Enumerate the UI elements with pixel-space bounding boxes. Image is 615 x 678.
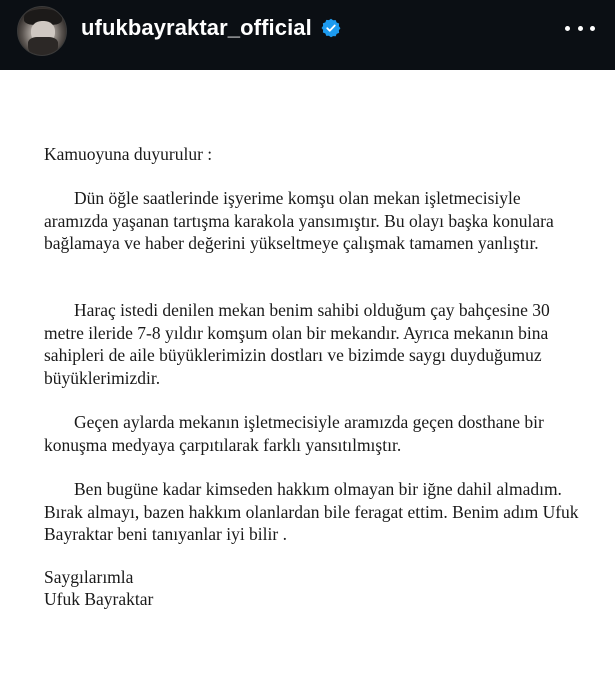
username-link[interactable]: ufukbayraktar_official [81, 15, 312, 40]
more-dot-icon [565, 26, 570, 31]
statement-document [0, 70, 615, 678]
more-dot-icon [590, 26, 595, 31]
more-dot-icon [578, 26, 583, 31]
statement-paragraph: Haraç istedi denilen mekan benim sahibi olduğum çay bahçesine 30 metre ileride 7-8 yıldır komşum olan bir mekandır. Ayrıca mekanın bina sahipleri de aile büyüklerimizin dostları ve bizimde saygı duyduğumuz büyüklerimizdir. [44, 300, 550, 388]
avatar[interactable] [17, 6, 67, 56]
more-options-button[interactable] [565, 18, 595, 38]
statement-signature: Ufuk Bayraktar [44, 589, 154, 609]
verified-badge-icon [321, 18, 341, 38]
post-header [0, 0, 615, 70]
statement-closing: Saygılarımla [44, 567, 134, 587]
statement-paragraph: Geçen aylarda mekanın işletmecisiyle aramızda geçen dosthane bir konuşma medyaya çarpıtılarak farklı yansıtılmıştır. [44, 412, 544, 455]
avatar-beard [28, 37, 58, 56]
statement-paragraph: Dün öğle saatlerinde işyerime komşu olan mekan işletmecisiyle aramızda yaşanan tartışma karakola yansımıştır. Bu olayı başka konulara bağlamaya ve haber değerini yükseltmeye çalışmak tamamen yanlıştır. [44, 188, 554, 253]
statement-heading: Kamuoyuna duyurulur : [44, 144, 213, 164]
statement-paragraph: Ben bugüne kadar kimseden hakkım olmayan bir iğne dahil almadım. Bırak almayı, bazen hakkım olanlardan bile feragat ettim. Benim adım Ufuk Bayraktar beni tanıyanlar iyi bilir . [44, 479, 579, 544]
